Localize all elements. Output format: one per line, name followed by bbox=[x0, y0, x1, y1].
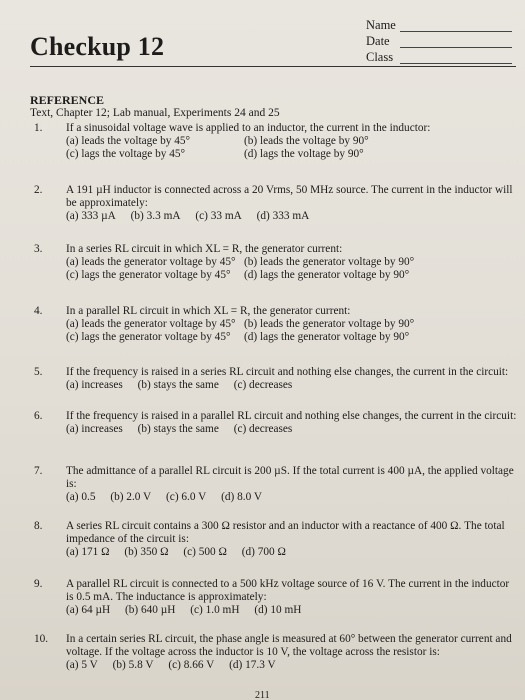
option-c: (c) 1.0 mH bbox=[190, 604, 240, 617]
name-label: Name bbox=[366, 18, 396, 32]
option-b: (b) leads the generator voltage by 90° bbox=[244, 256, 415, 269]
question-number: 8. bbox=[34, 520, 43, 532]
option-c: (c) lags the generator voltage by 45° bbox=[66, 331, 231, 344]
question-stem: In a parallel RL circuit in which XL = R, the generator current: bbox=[66, 305, 351, 317]
question-number: 1. bbox=[34, 122, 43, 134]
question-number: 3. bbox=[34, 243, 43, 255]
question-5 bbox=[30, 366, 518, 392]
option-d: (d) lags the voltage by 90° bbox=[244, 148, 364, 161]
option-b: (b) leads the generator voltage by 90° bbox=[244, 318, 415, 331]
reference-heading: REFERENCE bbox=[30, 93, 105, 107]
question-7 bbox=[30, 465, 518, 505]
option-c: (c) 33 mA bbox=[195, 210, 242, 223]
option-a: (a) 64 µH bbox=[66, 604, 111, 617]
question-1 bbox=[30, 122, 518, 162]
option-d: (d) 10 mH bbox=[254, 604, 302, 617]
question-stem: If a sinusoidal voltage wave is applied to an inductor, the current in the inductor: bbox=[66, 122, 431, 134]
date-label: Date bbox=[366, 34, 390, 48]
option-b: (b) 3.3 mA bbox=[130, 210, 181, 223]
question-number: 6. bbox=[34, 410, 43, 422]
option-b: (b) 2.0 V bbox=[110, 491, 152, 504]
question-4 bbox=[30, 305, 518, 345]
option-a: (a) 171 Ω bbox=[66, 546, 110, 559]
question-number: 5. bbox=[34, 366, 43, 378]
name-line bbox=[400, 31, 512, 32]
question-stem: A 191 µH inductor is connected across a 20 Vrms, 50 MHz source. The current in the inductor will be approximately: bbox=[66, 184, 513, 210]
class-label: Class bbox=[366, 50, 394, 64]
option-c: (c) decreases bbox=[233, 379, 293, 392]
option-d: (d) 17.3 V bbox=[229, 659, 276, 672]
question-stem: In a certain series RL circuit, the phase angle is measured at 60° between the generator current and voltage. If the voltage across the inductor is 10 V, the voltage across the resistor is: bbox=[66, 633, 512, 659]
option-a: (a) increases bbox=[66, 423, 123, 436]
option-a: (a) increases bbox=[66, 379, 123, 392]
question-number: 4. bbox=[34, 305, 43, 317]
question-9 bbox=[30, 578, 518, 618]
option-a: (a) leads the generator voltage by 45° bbox=[66, 318, 236, 331]
option-b: (b) stays the same bbox=[137, 379, 219, 392]
option-a: (a) 0.5 bbox=[66, 491, 96, 504]
question-6 bbox=[30, 410, 518, 436]
option-b: (b) 640 µH bbox=[124, 604, 176, 617]
option-c: (c) 500 Ω bbox=[183, 546, 227, 559]
option-d: (d) 333 mA bbox=[256, 210, 310, 223]
option-a: (a) leads the generator voltage by 45° bbox=[66, 256, 236, 269]
option-d: (d) lags the generator voltage by 90° bbox=[244, 269, 410, 282]
option-c: (c) decreases bbox=[233, 423, 293, 436]
title-rule bbox=[30, 66, 516, 67]
question-stem: The admittance of a parallel RL circuit is 200 µS. If the total current is 400 µA, the applied voltage is: bbox=[66, 465, 514, 491]
question-number: 10. bbox=[34, 633, 49, 645]
question-number: 7. bbox=[34, 465, 43, 477]
option-a: (a) 333 µA bbox=[66, 210, 116, 223]
option-c: (c) lags the generator voltage by 45° bbox=[66, 269, 231, 282]
question-2 bbox=[30, 184, 518, 224]
option-d: (d) 8.0 V bbox=[221, 491, 263, 504]
page-number: 211 bbox=[255, 690, 270, 700]
page-title: Checkup 12 bbox=[30, 32, 165, 61]
question-stem: If the frequency is raised in a series RL circuit and nothing else changes, the current in the circuit: bbox=[66, 366, 509, 378]
question-stem: If the frequency is raised in a parallel RL circuit and nothing else changes, the current in the circuit: bbox=[66, 410, 517, 422]
option-d: (d) lags the generator voltage by 90° bbox=[244, 331, 410, 344]
question-3 bbox=[30, 243, 518, 283]
option-c: (c) 6.0 V bbox=[166, 491, 207, 504]
question-8 bbox=[30, 520, 518, 560]
class-line bbox=[400, 63, 512, 64]
question-number: 2. bbox=[34, 184, 43, 196]
question-stem: In a series RL circuit in which XL = R, the generator current: bbox=[66, 243, 343, 255]
option-a: (a) leads the voltage by 45° bbox=[66, 135, 191, 148]
option-a: (a) 5 V bbox=[66, 659, 98, 672]
option-c: (c) 8.66 V bbox=[168, 659, 215, 672]
question-number: 9. bbox=[34, 578, 43, 590]
option-d: (d) 700 Ω bbox=[241, 546, 286, 559]
question-stem: A series RL circuit contains a 300 Ω resistor and an inductor with a reactance of 400 Ω. The total impedance of the circuit is: bbox=[66, 520, 505, 546]
question-stem: A parallel RL circuit is connected to a 500 kHz voltage source of 16 V. The current in the inductor is 0.5 mA. The inductance is approximately: bbox=[66, 578, 510, 604]
question-10 bbox=[30, 633, 518, 673]
reference-text: Text, Chapter 12; Lab manual, Experiments 24 and 25 bbox=[30, 107, 280, 119]
option-b: (b) leads the voltage by 90° bbox=[244, 135, 369, 148]
option-b: (b) 5.8 V bbox=[112, 659, 154, 672]
option-b: (b) stays the same bbox=[137, 423, 219, 436]
option-c: (c) lags the voltage by 45° bbox=[66, 148, 186, 161]
date-line bbox=[400, 47, 512, 48]
option-b: (b) 350 Ω bbox=[124, 546, 169, 559]
